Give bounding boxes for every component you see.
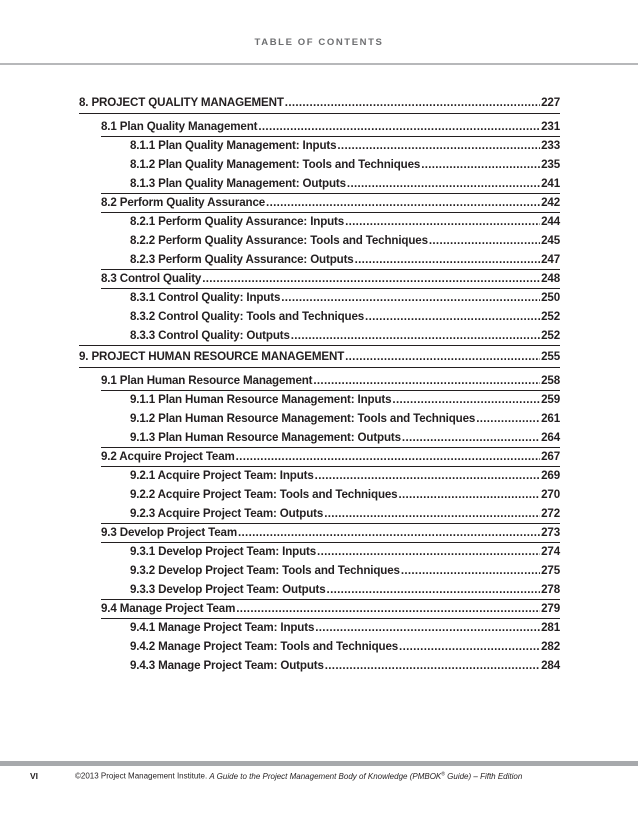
toc-entry-page: 272 <box>541 507 560 520</box>
citation-title <box>209 772 522 781</box>
toc-separator <box>101 390 560 391</box>
toc-entry-page: 261 <box>541 412 560 425</box>
registered-mark: ® <box>441 771 445 777</box>
toc-entry-page: 258 <box>541 374 560 387</box>
toc-entry-title: 8.1.1 Plan Quality Management: Inputs <box>130 139 337 152</box>
toc-entry[interactable] <box>130 138 560 154</box>
toc-separator <box>79 367 560 368</box>
header-rule <box>0 63 638 65</box>
citation-suffix: Guide) – Fifth Edition <box>444 771 523 781</box>
toc-leader <box>421 157 540 173</box>
toc-entry-title: 9.4.2 Manage Project Team: Tools and Techniques <box>130 640 399 653</box>
toc-entry-title: 8. PROJECT QUALITY MANAGEMENT <box>79 96 284 109</box>
toc-separator <box>101 269 560 270</box>
toc-entry[interactable] <box>130 639 560 655</box>
toc-leader <box>392 392 540 408</box>
toc-entry-title: 9.2.1 Acquire Project Team: Inputs <box>130 469 314 482</box>
toc-entry[interactable] <box>130 252 560 268</box>
toc-leader <box>317 544 540 560</box>
toc-leader <box>345 214 540 230</box>
toc-entry-page: 278 <box>541 583 560 596</box>
toc-entry-title: 9.1.3 Plan Human Resource Management: Outputs <box>130 431 401 444</box>
toc-entry-title: 8.1.2 Plan Quality Management: Tools and Techniques <box>130 158 421 171</box>
toc-entry[interactable] <box>130 309 560 325</box>
toc-entry[interactable] <box>130 328 560 344</box>
toc-entry-title: 9.3.1 Develop Project Team: Inputs <box>130 545 317 558</box>
toc-leader <box>313 373 540 389</box>
toc-entry-page: 235 <box>541 158 560 171</box>
toc-entry-title: 9.4.1 Manage Project Team: Inputs <box>130 621 315 634</box>
toc-entry-title: 8.1 Plan Quality Management <box>101 120 258 133</box>
toc-entry-page: 247 <box>541 253 560 266</box>
toc-leader <box>285 95 540 111</box>
copyright-citation <box>75 771 522 781</box>
toc-entry[interactable] <box>130 563 560 579</box>
toc-entry[interactable] <box>130 506 560 522</box>
toc-entry-title: 8.1.3 Plan Quality Management: Outputs <box>130 177 346 190</box>
toc-leader <box>337 138 540 154</box>
toc-entry[interactable] <box>130 176 560 192</box>
toc-leader <box>327 582 541 598</box>
toc-separator <box>101 523 560 524</box>
toc-leader <box>266 195 540 211</box>
toc-leader <box>238 525 540 541</box>
toc-separator <box>79 345 560 346</box>
toc-entry-title: 8.2.2 Perform Quality Assurance: Tools and Techniques <box>130 234 428 247</box>
toc-separator <box>101 136 560 137</box>
toc-entry-page: 245 <box>541 234 560 247</box>
toc-entry[interactable] <box>130 544 560 560</box>
toc-entry[interactable] <box>130 290 560 306</box>
toc-entry[interactable] <box>101 119 560 135</box>
toc-entry-title: 9.4 Manage Project Team <box>101 602 236 615</box>
toc-separator <box>101 288 560 289</box>
toc-entry[interactable] <box>130 582 560 598</box>
toc-entry-page: 244 <box>541 215 560 228</box>
toc-leader <box>281 290 540 306</box>
toc-entry-page: 275 <box>541 564 560 577</box>
toc-separator <box>101 193 560 194</box>
toc-entry-page: 252 <box>541 329 560 342</box>
toc-entry-page: 269 <box>541 469 560 482</box>
toc-entry[interactable] <box>130 487 560 503</box>
toc-leader <box>236 601 540 617</box>
toc-entry-page: 281 <box>541 621 560 634</box>
page-number: VI <box>30 771 39 781</box>
toc-entry-title: 9.2 Acquire Project Team <box>101 450 235 463</box>
toc-entry[interactable] <box>101 449 560 465</box>
toc-entry-page: 282 <box>541 640 560 653</box>
toc-leader <box>345 349 540 365</box>
toc-leader <box>355 252 541 268</box>
toc-leader <box>325 658 540 674</box>
toc-entry-title: 9.3 Develop Project Team <box>101 526 238 539</box>
toc-leader <box>399 639 540 655</box>
toc-separator <box>101 618 560 619</box>
toc-leader <box>258 119 540 135</box>
toc-entry-page: 255 <box>541 350 560 363</box>
citation-title-text: A Guide to the Project Management Body of Knowledge (PMBOK <box>209 771 442 781</box>
toc-entry[interactable] <box>79 349 560 365</box>
toc-entry-title: 9.4.3 Manage Project Team: Outputs <box>130 659 324 672</box>
toc-entry[interactable] <box>130 430 560 446</box>
toc-entry-title: 8.2.1 Perform Quality Assurance: Inputs <box>130 215 345 228</box>
toc-entry-title: 9.1.2 Plan Human Resource Management: Tools and Techniques <box>130 412 476 425</box>
toc-entry[interactable] <box>101 271 560 287</box>
toc-entry-page: 274 <box>541 545 560 558</box>
toc-leader <box>365 309 540 325</box>
toc-entry-title: 9. PROJECT HUMAN RESOURCE MANAGEMENT <box>79 350 345 363</box>
toc-entry-page: 241 <box>541 177 560 190</box>
toc-entry-title: 8.2 Perform Quality Assurance <box>101 196 266 209</box>
toc-entry-page: 273 <box>541 526 560 539</box>
toc-separator <box>101 212 560 213</box>
toc-entry[interactable] <box>79 95 560 111</box>
toc-entry-title: 8.3.2 Control Quality: Tools and Techniques <box>130 310 365 323</box>
toc-entry[interactable] <box>130 411 560 427</box>
toc-leader <box>402 430 540 446</box>
toc-separator <box>101 599 560 600</box>
toc-entry-title: 9.2.2 Acquire Project Team: Tools and Techniques <box>130 488 398 501</box>
toc-entry[interactable] <box>130 468 560 484</box>
toc-entry[interactable] <box>101 373 560 389</box>
toc-leader <box>398 487 540 503</box>
toc-entry[interactable] <box>101 601 560 617</box>
toc-entry-title: 8.2.3 Perform Quality Assurance: Outputs <box>130 253 354 266</box>
toc-separator <box>101 447 560 448</box>
toc-entry-page: 227 <box>541 96 560 109</box>
toc-entry-page: 264 <box>541 431 560 444</box>
toc-entry-page: 270 <box>541 488 560 501</box>
toc-leader <box>315 468 540 484</box>
toc-entry-page: 231 <box>541 120 560 133</box>
toc-entry[interactable] <box>130 620 560 636</box>
toc-entry-page: 279 <box>541 602 560 615</box>
toc-entry-page: 242 <box>541 196 560 209</box>
toc-entry[interactable] <box>130 157 560 173</box>
footer-bar <box>0 761 638 766</box>
toc-separator <box>101 466 560 467</box>
toc-entry-page: 259 <box>541 393 560 406</box>
toc-leader <box>291 328 540 344</box>
toc-leader <box>347 176 540 192</box>
toc-entry-title: 8.3 Control Quality <box>101 272 202 285</box>
toc-entry-title: 9.3.2 Develop Project Team: Tools and Techniques <box>130 564 400 577</box>
toc-entry-title: 8.3.3 Control Quality: Outputs <box>130 329 290 342</box>
toc-entry[interactable] <box>101 525 560 541</box>
toc-leader <box>476 411 540 427</box>
toc-leader <box>315 620 540 636</box>
toc-entry-page: 284 <box>541 659 560 672</box>
toc-entry[interactable] <box>101 195 560 211</box>
toc-entry-title: 8.3.1 Control Quality: Inputs <box>130 291 281 304</box>
toc-entry-page: 252 <box>541 310 560 323</box>
toc-leader <box>236 449 540 465</box>
toc-entry-title: 9.3.3 Develop Project Team: Outputs <box>130 583 326 596</box>
toc-entry-title: 9.2.3 Acquire Project Team: Outputs <box>130 507 324 520</box>
toc-entry[interactable] <box>130 233 560 249</box>
toc-separator <box>79 113 560 114</box>
page-header: TABLE OF CONTENTS <box>254 37 384 48</box>
toc-entry-title: 9.1.1 Plan Human Resource Management: Inputs <box>130 393 392 406</box>
toc-leader <box>401 563 540 579</box>
toc-entry-title: 9.1 Plan Human Resource Management <box>101 374 313 387</box>
toc-entry[interactable] <box>130 392 560 408</box>
citation-prefix: ©2013 Project Management Institute. <box>75 771 210 781</box>
toc-entry-page: 248 <box>541 272 560 285</box>
toc-entry-page: 250 <box>541 291 560 304</box>
toc-entry-page: 233 <box>541 139 560 152</box>
toc-entry[interactable] <box>130 658 560 674</box>
toc-entry[interactable] <box>130 214 560 230</box>
toc-leader <box>429 233 540 249</box>
toc-entry-page: 267 <box>541 450 560 463</box>
toc-leader <box>324 506 540 522</box>
toc-leader <box>202 271 540 287</box>
toc-separator <box>101 542 560 543</box>
